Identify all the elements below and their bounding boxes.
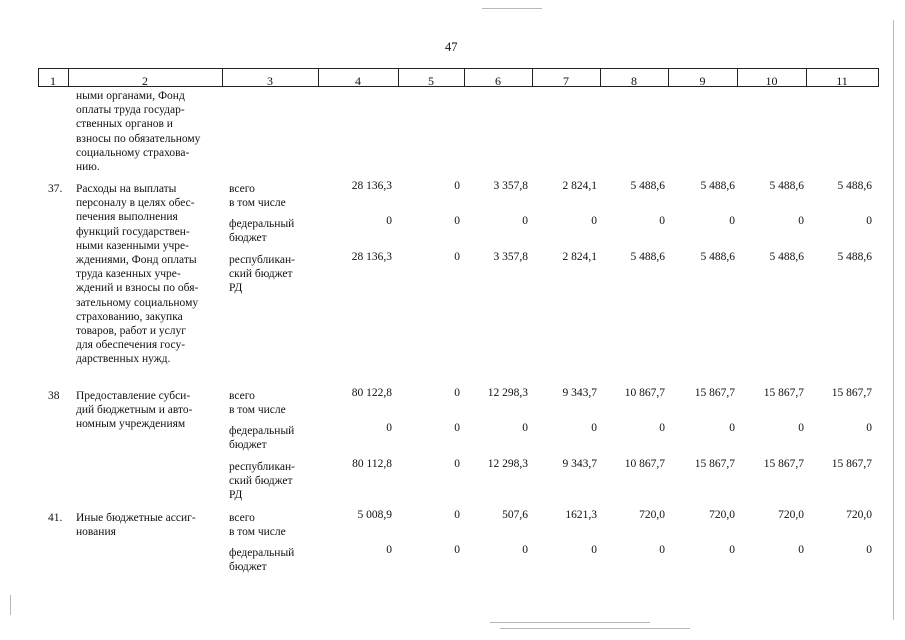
table-cell-value: 2 824,1 (562, 180, 597, 192)
table-cell-value: 1621,3 (565, 509, 597, 521)
row-description: Расходы на выплаты персоналу в целях обес- печения выполнения функций государствен- ными казенными учре- ждениями, Фонд оплаты труда казенных учре- ждений и взносы по обя- зательному социальному страхованию, закупка товаров, работ и услуг для обеспечения госу- дарственных нужд. (76, 183, 199, 366)
table-cell-value: 5 488,6 (769, 180, 804, 192)
table-cell-value: 10 867,7 (624, 458, 665, 470)
scan-artifact (482, 8, 542, 9)
table-cell-value: 5 488,6 (630, 180, 665, 192)
table-cell-value: 0 (591, 544, 597, 556)
table-cell-value: 15 867,7 (694, 387, 735, 399)
table-cell-value: 0 (522, 422, 528, 434)
row-number: 37. (48, 183, 63, 195)
table-cell-value: 0 (659, 544, 665, 556)
scan-artifact (893, 20, 894, 620)
table-cell-value: 720,0 (778, 509, 804, 521)
column-number: 6 (495, 74, 501, 88)
funding-source: федеральный бюджет (229, 547, 295, 574)
column-number: 4 (355, 74, 361, 88)
column-number: 11 (836, 74, 848, 88)
table-cell-value: 5 488,6 (837, 180, 872, 192)
table-cell-value: 0 (386, 422, 392, 434)
table-cell-value: 12 298,3 (487, 458, 528, 470)
table-cell-value: 80 122,8 (351, 387, 392, 399)
table-cell-value: 0 (798, 544, 804, 556)
table-cell-value: 0 (866, 422, 872, 434)
column-number: 9 (699, 74, 706, 88)
table-cell-value: 5 008,9 (357, 509, 392, 521)
funding-source: республикан- ский бюджет РД (229, 254, 295, 295)
column-number: 8 (631, 74, 637, 88)
column-number: 3 (267, 74, 273, 88)
scan-artifact (500, 628, 690, 629)
table-cell-value: 2 824,1 (562, 251, 597, 263)
table-cell-value: 0 (454, 544, 460, 556)
table-cell-value: 720,0 (639, 509, 665, 521)
table-cell-value: 0 (729, 422, 735, 434)
table-cell-value: 0 (454, 387, 460, 399)
funding-source: федеральный бюджет (229, 218, 295, 245)
table-cell-value: 0 (454, 422, 460, 434)
scan-artifact (10, 595, 11, 615)
table-cell-value: 15 867,7 (763, 458, 804, 470)
table-cell-value: 0 (866, 215, 872, 227)
funding-source: федеральный бюджет (229, 425, 295, 452)
continued-description: ными органами, Фонд оплаты труда государ- ственных органов и взносы по обязательному социальному страхова- нию. (76, 90, 201, 174)
column-number: 5 (428, 74, 434, 88)
funding-source: всего в том числе (229, 512, 286, 539)
column-number: 7 (563, 74, 569, 88)
funding-source: республикан- ский бюджет РД (229, 461, 295, 502)
table-cell-value: 0 (454, 251, 460, 263)
table-cell-value: 15 867,7 (831, 387, 872, 399)
table-cell-value: 0 (522, 544, 528, 556)
table-cell-value: 0 (454, 509, 460, 521)
table-cell-value: 720,0 (709, 509, 735, 521)
table-cell-value: 0 (386, 215, 392, 227)
table-cell-value: 0 (454, 215, 460, 227)
table-cell-value: 80 112,8 (352, 458, 392, 470)
column-number: 10 (765, 74, 778, 88)
table-cell-value: 0 (591, 215, 597, 227)
row-number: 41. (48, 512, 63, 524)
table-cell-value: 5 488,6 (769, 251, 804, 263)
table-cell-value: 0 (386, 544, 392, 556)
table-cell-value: 15 867,7 (763, 387, 804, 399)
table-header-divider (878, 68, 879, 87)
table-cell-value: 28 136,3 (351, 251, 392, 263)
column-number: 1 (50, 74, 56, 88)
table-cell-value: 0 (729, 215, 735, 227)
table-cell-value: 5 488,6 (837, 251, 872, 263)
table-cell-value: 0 (798, 422, 804, 434)
row-number: 38 (48, 390, 60, 402)
funding-source: всего в том числе (229, 183, 286, 210)
funding-source: всего в том числе (229, 390, 286, 417)
table-cell-value: 12 298,3 (487, 387, 528, 399)
table-cell-value: 5 488,6 (700, 180, 735, 192)
table-cell-value: 9 343,7 (562, 458, 597, 470)
table-cell-value: 720,0 (846, 509, 872, 521)
row-description: Иные бюджетные ассиг- нования (76, 512, 196, 539)
page-number: 47 (445, 40, 458, 54)
table-cell-value: 3 357,8 (493, 251, 528, 263)
table-cell-value: 3 357,8 (493, 180, 528, 192)
table-cell-value: 0 (659, 422, 665, 434)
table-cell-value: 0 (591, 422, 597, 434)
table-cell-value: 15 867,7 (694, 458, 735, 470)
table-cell-value: 0 (454, 180, 460, 192)
table-cell-value: 0 (798, 215, 804, 227)
table-cell-value: 15 867,7 (831, 458, 872, 470)
table-cell-value: 5 488,6 (630, 251, 665, 263)
table-cell-value: 9 343,7 (562, 387, 597, 399)
table-cell-value: 0 (866, 544, 872, 556)
table-cell-value: 0 (454, 458, 460, 470)
scan-artifact (490, 622, 650, 623)
column-number: 2 (142, 74, 148, 88)
table-cell-value: 0 (729, 544, 735, 556)
table-cell-value: 0 (659, 215, 665, 227)
table-cell-value: 10 867,7 (624, 387, 665, 399)
table-cell-value: 5 488,6 (700, 251, 735, 263)
table-cell-value: 507,6 (502, 509, 528, 521)
table-cell-value: 28 136,3 (351, 180, 392, 192)
table-header-top-border (38, 68, 878, 69)
row-description: Предоставление субси- дий бюджетным и авто- номным учреждениям (76, 390, 193, 431)
table-cell-value: 0 (522, 215, 528, 227)
